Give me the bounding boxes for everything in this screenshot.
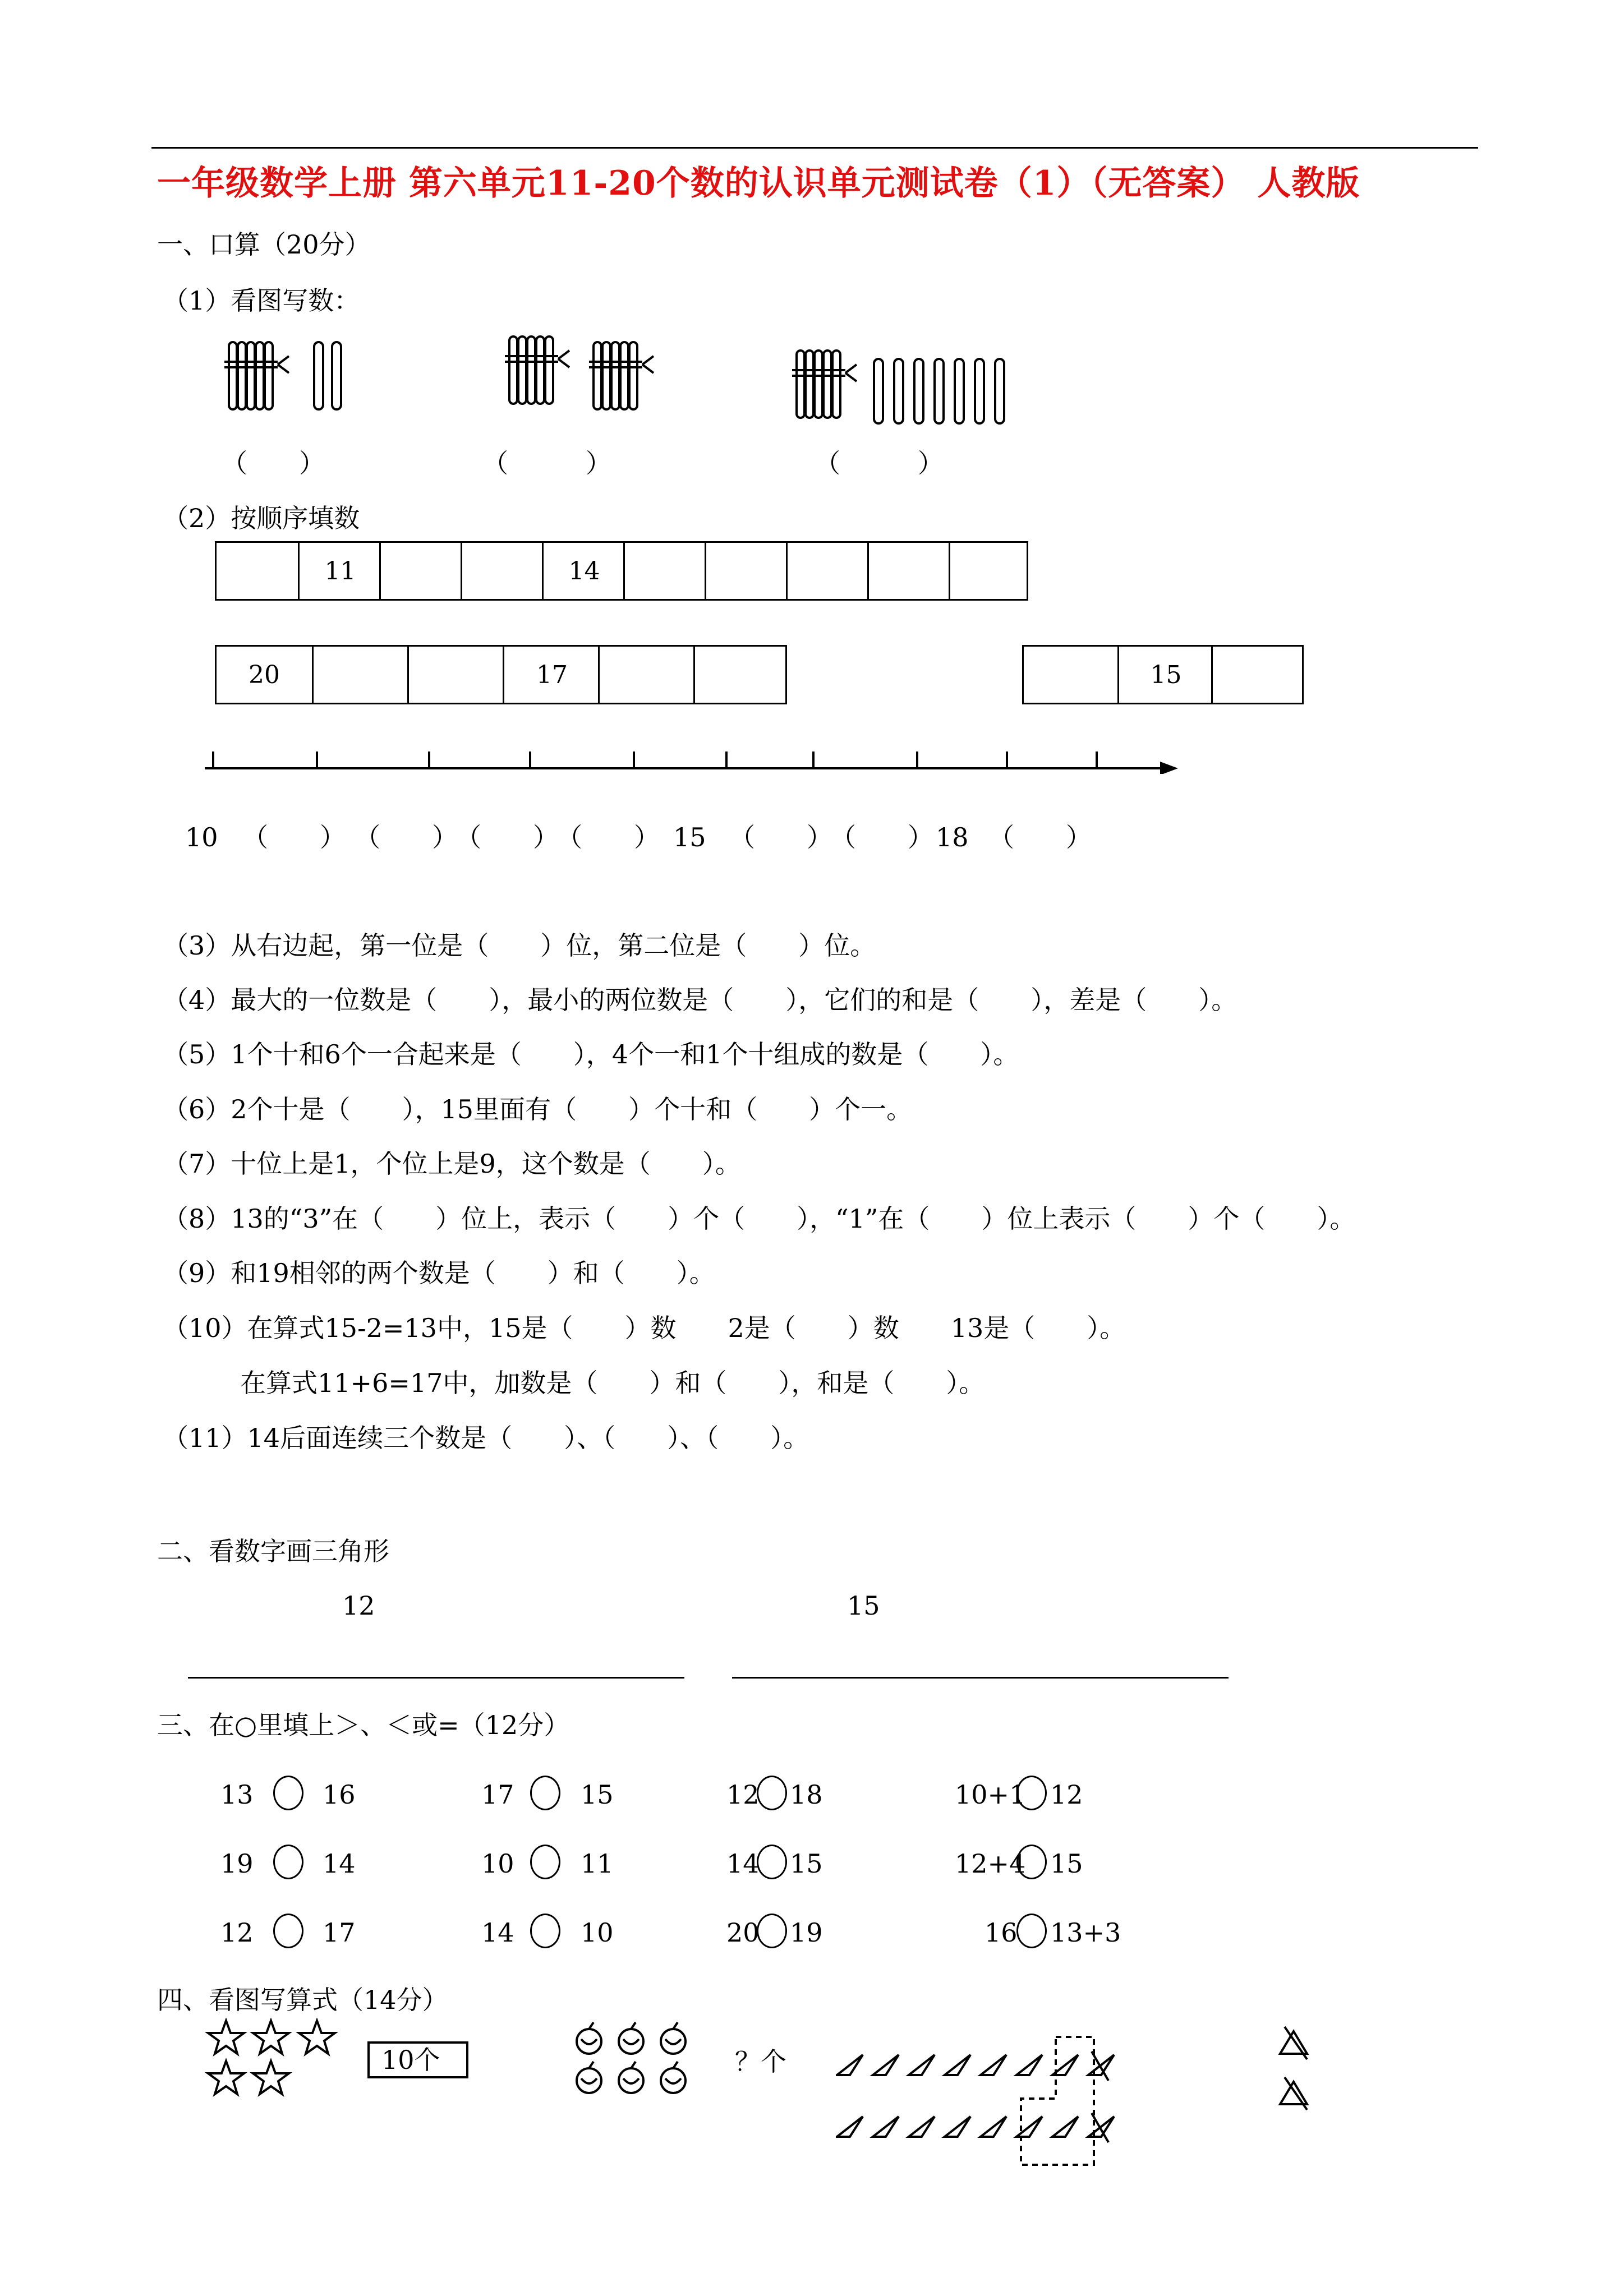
seq-cell[interactable] [693,647,789,703]
seq-cell: 14 [542,543,625,599]
compare-left: 20 [726,1917,760,1948]
ten-count-label: 10个 [381,2045,440,2075]
compare-circle[interactable] [273,1776,303,1810]
sticks-figure [213,325,1043,437]
question-6: （6）2个十是（ ），15里面有（ ）个十和（ ）个一。 [163,1094,913,1124]
sequence-row-2a [215,645,787,704]
compare-circle[interactable] [530,1776,560,1810]
seq-cell: 20 [249,660,280,689]
seq-cell: 11 [298,543,381,599]
stick-bundle-icon [224,342,289,409]
seq-cell[interactable] [623,543,706,599]
compare-right: 15 [790,1848,823,1879]
numberline-label: 10 [185,822,218,852]
header-rule [151,147,1478,149]
compare-circle[interactable] [757,1914,787,1948]
seq-cell[interactable] [949,543,1030,599]
question-10: （10）在算式15-2=13中，15是（ ）数 2是（ ）数 13是（ ）。 [163,1313,1126,1343]
section1-heading: 一、口算（20分） [157,229,371,260]
drawing-line-1[interactable] [188,1677,684,1679]
section3-heading: 三、在○里填上＞、＜或=（12分） [157,1710,570,1740]
numberline-blank[interactable]: （ ） [729,822,832,852]
triangle-number-15: 15 [847,1590,880,1621]
numberline-blank[interactable]: （ ） [556,822,660,852]
compare-left: 10+1 [955,1779,1026,1810]
section2-heading: 二、看数字画三角形 [157,1536,389,1566]
question-10b: 在算式11+6=17中，加数是（ ）和（ ），和是（ ）。 [163,1368,985,1398]
compare-left: 10 [481,1848,514,1879]
numberline-blank[interactable]: （ ） [242,822,346,852]
stick-bundle-icon [589,342,654,409]
compare-left: 17 [481,1779,514,1810]
apples-icon [572,2019,696,2103]
seq-cell[interactable] [461,543,544,599]
seq-cell[interactable] [1024,647,1117,703]
compare-left: 12 [726,1779,760,1810]
compare-right: 18 [790,1779,823,1810]
compare-right: 15 [581,1779,614,1810]
q1-label: （1）看图写数： [163,285,360,316]
compare-circle[interactable] [530,1914,560,1948]
compare-circle[interactable] [757,1776,787,1810]
section4-heading: 四、看图写算式（14分） [157,1985,448,2015]
question-11: （11）14后面连续三个数是（ ）、（ ）、（ ）。 [163,1423,809,1453]
seq-cell[interactable] [379,543,462,599]
seq-cell: 15 [1117,647,1213,703]
compare-right: 11 [581,1848,614,1879]
compare-circle[interactable] [1016,1776,1047,1810]
compare-right: 10 [581,1917,614,1948]
compare-left: 12+4 [955,1848,1026,1879]
compare-left: 13 [220,1779,254,1810]
seq-cell[interactable] [705,543,788,599]
q1-blank-1[interactable]: （ ） [222,448,325,478]
compare-right: 15 [1050,1848,1083,1879]
question-count-label: ？个 [735,2046,786,2077]
numberline-label: 15 [673,822,706,852]
numberline-label: 18 [936,822,969,852]
numberline-blank[interactable]: （ ） [355,822,458,852]
stars-icon [205,2018,351,2102]
crossed-triangles-icon [1273,2025,1329,2120]
seq-cell[interactable] [217,543,298,599]
compare-left: 14 [726,1848,760,1879]
compare-right: 12 [1050,1779,1083,1810]
single-stick-icon [874,359,1004,423]
seq-cell[interactable] [407,647,504,703]
number-line [202,740,1178,774]
triangles-icon [836,2036,1150,2170]
compare-circle[interactable] [1016,1914,1047,1948]
compare-left: 14 [481,1917,514,1948]
seq-cell[interactable] [312,647,409,703]
arrow-head-icon [1160,762,1178,774]
question-7: （7）十位上是1，个位上是9，这个数是（ ）。 [163,1149,741,1179]
compare-right: 14 [323,1848,356,1879]
q1-blank-2[interactable]: （ ） [482,448,611,478]
compare-right: 17 [323,1917,356,1948]
compare-circle[interactable] [273,1845,303,1879]
drawing-line-2[interactable] [732,1677,1229,1679]
triangle-number-12: 12 [342,1590,375,1621]
numberline-blank[interactable]: （ ） [456,822,559,852]
seq-cell[interactable] [1211,647,1305,703]
compare-right: 13+3 [1050,1917,1121,1948]
question-9: （9）和19相邻的两个数是（ ）和（ ）。 [163,1258,715,1288]
sequence-row-1 [215,541,1028,601]
page-title: 一年级数学上册 第六单元11-20个数的认识单元测试卷（1）（无答案） 人教版 [157,164,1360,203]
seq-cell[interactable] [598,647,695,703]
q1-blank-3[interactable]: （ ） [815,448,944,478]
numberline-blank[interactable]: （ ） [830,822,933,852]
compare-circle[interactable] [530,1845,560,1879]
question-4: （4）最大的一位数是（ ），最小的两位数是（ ），它们的和是（ ），差是（ ）。 [163,985,1237,1015]
sequence-row-2b [1022,645,1304,704]
seq-cell: 17 [503,647,600,703]
seq-cell[interactable] [786,543,869,599]
stick-bundle-icon [792,351,857,418]
compare-left: 19 [220,1848,254,1879]
compare-circle[interactable] [757,1845,787,1879]
single-stick-icon [314,342,341,409]
compare-right: 19 [790,1917,823,1948]
numberline-blank[interactable]: （ ） [988,822,1092,852]
compare-left: 16 [984,1917,1018,1948]
question-3: （3）从右边起，第一位是（ ）位，第二位是（ ）位。 [163,930,876,961]
compare-right: 16 [323,1779,356,1810]
stick-bundle-icon [505,336,569,404]
question-5: （5）1个十和6个一合起来是（ ），4个一和1个十组成的数是（ ）。 [163,1039,1019,1069]
q2-label: （2）按顺序填数 [163,503,360,533]
question-8: （8）13的“3”在（ ）位上，表示（ ）个（ ），“1”在（ ）位上表示（ ）个（ ）。 [163,1204,1356,1234]
compare-circle[interactable] [1016,1845,1047,1879]
seq-cell[interactable] [867,543,950,599]
compare-circle[interactable] [273,1914,303,1948]
compare-left: 12 [220,1917,254,1948]
